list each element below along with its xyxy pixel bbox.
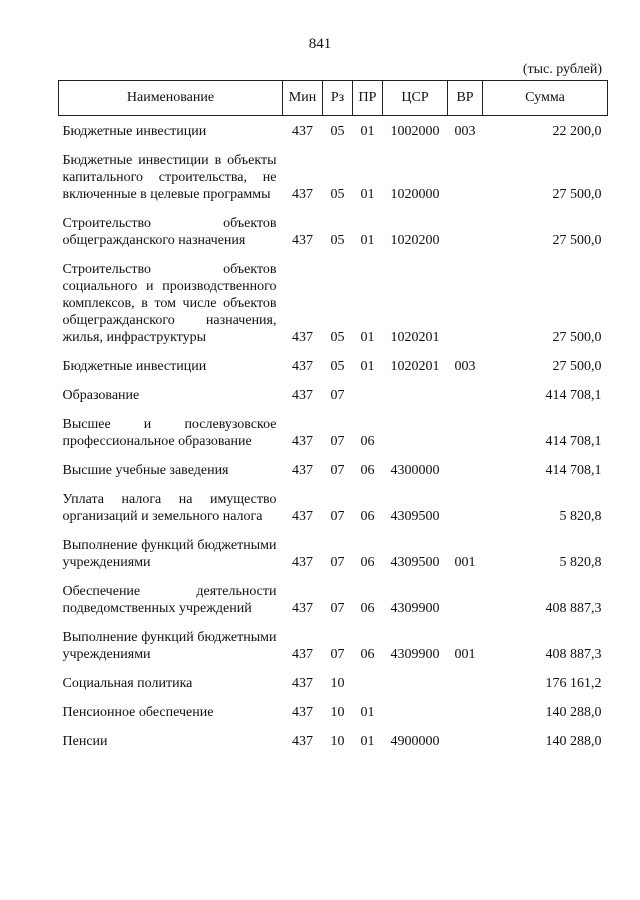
header-rz: Рз — [323, 81, 353, 116]
row-pr: 06 — [360, 434, 375, 449]
row-csr: 4309900 — [390, 601, 440, 616]
row-pr: 01 — [360, 187, 375, 202]
row-sum: 408 887,3 — [545, 601, 602, 616]
header-name: Наименование — [59, 81, 283, 116]
row-rz: 07 — [330, 509, 345, 524]
row-rz: 07 — [330, 647, 345, 662]
row-name: Пенсионное обеспечение — [62, 705, 214, 720]
row-csr — [383, 380, 448, 409]
row-vr — [448, 380, 483, 409]
row-csr: 1020200 — [390, 233, 440, 248]
row-rz: 10 — [330, 676, 345, 691]
row-rz: 05 — [330, 330, 345, 345]
row-vr — [448, 145, 483, 208]
table-row — [59, 351, 608, 380]
table-row — [59, 484, 608, 530]
table-row — [59, 208, 608, 254]
row-sum: 5 820,8 — [559, 509, 602, 524]
row-sum: 140 288,0 — [545, 734, 602, 749]
row-name: Строительство объектов общегражданского назначения — [62, 216, 277, 248]
row-sum: 5 820,8 — [559, 555, 602, 570]
row-rz: 07 — [330, 555, 345, 570]
row-sum: 27 500,0 — [552, 187, 602, 202]
row-rz: 10 — [330, 734, 345, 749]
row-sum: 408 887,3 — [545, 647, 602, 662]
row-rz: 05 — [330, 187, 345, 202]
table-row — [59, 409, 608, 455]
row-rz: 05 — [330, 233, 345, 248]
table-body — [59, 116, 608, 756]
row-sum: 27 500,0 — [552, 233, 602, 248]
row-csr — [383, 668, 448, 697]
row-name: Бюджетные инвестиции в объекты капитального строительства, не включенные в целевые программы — [62, 153, 277, 202]
row-vr — [448, 668, 483, 697]
table-row — [59, 116, 608, 146]
row-csr — [383, 409, 448, 455]
row-vr: 003 — [454, 124, 476, 139]
row-pr: 06 — [360, 647, 375, 662]
row-min: 437 — [292, 734, 313, 749]
row-vr — [448, 726, 483, 755]
row-sum: 414 708,1 — [545, 388, 602, 403]
row-pr — [353, 380, 383, 409]
row-min: 437 — [292, 555, 313, 570]
row-csr: 1020201 — [390, 330, 440, 345]
row-pr: 01 — [360, 124, 375, 139]
table-row — [59, 380, 608, 409]
row-vr: 003 — [454, 359, 476, 374]
header-sum: Сумма — [483, 81, 608, 116]
row-csr: 1020000 — [390, 187, 440, 202]
header-vr: ВР — [448, 81, 483, 116]
table-row — [59, 726, 608, 755]
row-sum: 140 288,0 — [545, 705, 602, 720]
row-name: Высшие учебные заведения — [62, 463, 229, 478]
row-vr — [448, 254, 483, 351]
page-number: 841 — [308, 36, 332, 52]
row-sum: 414 708,1 — [545, 434, 602, 449]
row-rz: 07 — [330, 434, 345, 449]
row-sum: 414 708,1 — [545, 463, 602, 478]
row-name: Бюджетные инвестиции — [62, 359, 207, 374]
row-csr: 4900000 — [390, 734, 440, 749]
row-csr: 1002000 — [390, 124, 440, 139]
row-vr — [448, 409, 483, 455]
row-sum: 176 161,2 — [545, 676, 602, 691]
row-sum: 27 500,0 — [552, 359, 602, 374]
row-min: 437 — [292, 705, 313, 720]
table-row — [59, 455, 608, 484]
row-min: 437 — [292, 359, 313, 374]
row-name: Строительство объектов социального и производственного комплексов, в том числе объектов общегражданского назначения, жилья, инфраструктуры — [62, 262, 277, 345]
row-pr: 01 — [360, 233, 375, 248]
row-csr: 4300000 — [390, 463, 440, 478]
row-vr — [448, 576, 483, 622]
row-csr: 4309500 — [390, 555, 440, 570]
row-pr: 06 — [360, 509, 375, 524]
table-row — [59, 530, 608, 576]
row-min: 437 — [292, 330, 313, 345]
unit-note: (тыс. рублей) — [522, 62, 602, 77]
row-rz: 05 — [330, 124, 345, 139]
row-name: Бюджетные инвестиции — [62, 124, 207, 139]
row-pr: 06 — [360, 601, 375, 616]
row-min: 437 — [292, 434, 313, 449]
table-row — [59, 254, 608, 351]
row-pr: 01 — [360, 330, 375, 345]
row-name: Уплата налога на имущество организаций и земельного налога — [62, 492, 277, 524]
row-pr: 01 — [360, 705, 375, 720]
row-sum: 22 200,0 — [552, 124, 602, 139]
row-min: 437 — [292, 233, 313, 248]
row-pr: 01 — [360, 359, 375, 374]
row-pr — [353, 668, 383, 697]
row-rz: 07 — [330, 463, 345, 478]
header-csr: ЦСР — [383, 81, 448, 116]
row-csr: 4309500 — [390, 509, 440, 524]
header-pr: ПР — [353, 81, 383, 116]
row-min: 437 — [292, 388, 313, 403]
row-name: Выполнение функций бюджетными учреждениями — [62, 630, 277, 662]
row-name: Пенсии — [62, 734, 108, 749]
row-name: Высшее и послевузовское профессиональное образование — [62, 417, 277, 449]
table-row — [59, 145, 608, 208]
row-name: Выполнение функций бюджетными учреждениями — [62, 538, 277, 570]
row-vr: 001 — [454, 555, 476, 570]
header-min: Мин — [283, 81, 323, 116]
row-vr: 001 — [454, 647, 476, 662]
table-row — [59, 622, 608, 668]
table-row — [59, 668, 608, 697]
row-min: 437 — [292, 124, 313, 139]
row-sum: 27 500,0 — [552, 330, 602, 345]
row-name: Образование — [62, 388, 140, 403]
table-row — [59, 697, 608, 726]
row-vr — [448, 208, 483, 254]
row-min: 437 — [292, 463, 313, 478]
row-rz: 07 — [330, 388, 345, 403]
table-header — [59, 81, 608, 116]
row-vr — [448, 455, 483, 484]
row-min: 437 — [292, 647, 313, 662]
row-rz: 10 — [330, 705, 345, 720]
row-min: 437 — [292, 676, 313, 691]
row-min: 437 — [292, 509, 313, 524]
row-min: 437 — [292, 601, 313, 616]
table-row — [59, 576, 608, 622]
row-csr: 4309900 — [390, 647, 440, 662]
row-name: Социальная политика — [62, 676, 193, 691]
row-rz: 07 — [330, 601, 345, 616]
row-csr — [383, 697, 448, 726]
row-rz: 05 — [330, 359, 345, 374]
row-pr: 01 — [360, 734, 375, 749]
header-row — [59, 81, 608, 116]
budget-table — [58, 80, 608, 755]
row-vr — [448, 697, 483, 726]
row-vr — [448, 484, 483, 530]
row-pr: 06 — [360, 555, 375, 570]
row-pr: 06 — [360, 463, 375, 478]
row-name: Обеспечение деятельности подведомственных учреждений — [62, 584, 277, 616]
row-min: 437 — [292, 187, 313, 202]
row-csr: 1020201 — [390, 359, 440, 374]
